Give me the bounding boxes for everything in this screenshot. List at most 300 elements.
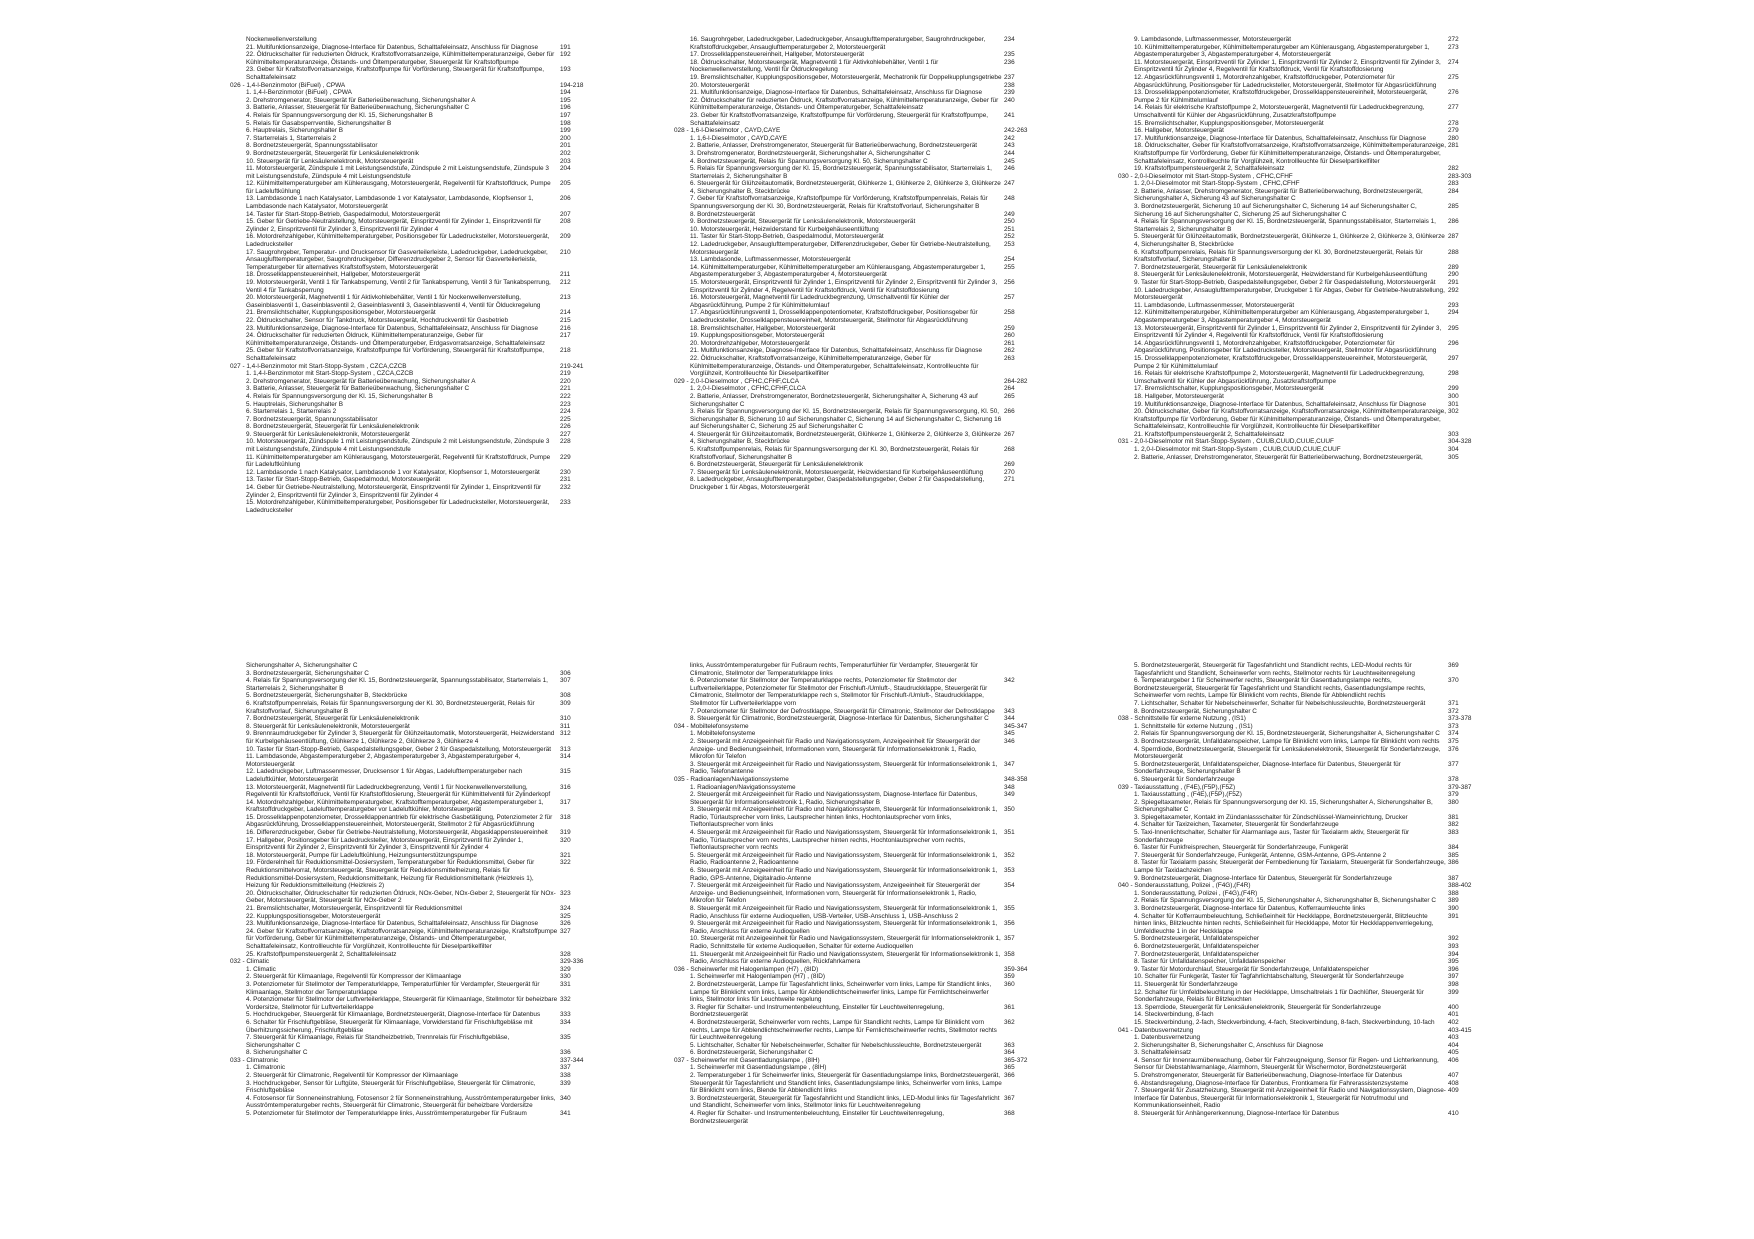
entry-text: 5. Bordnetzsteuergerät, Unfalldatenspeicher: [1134, 935, 1260, 943]
page-number: 219: [560, 370, 571, 378]
page-number: 325: [560, 912, 571, 920]
page-number: 245: [1004, 157, 1015, 165]
page-number: 279: [1448, 127, 1459, 135]
page-number: 304-328: [1448, 438, 1472, 446]
entry-text: 13. Motorsteuergerät, Magnetventil für Ladedruckbegrenzung, Ventil 1 für Nockenwellenverstellung, Regelventil für Kraftstoffdruck, Ventil für Kraftstoffdosierung, Steuergerät für Kühlmittelventil für Zylinderkopf: [246, 783, 551, 799]
entry-text: 6. Taster für Funkfreisprechen, Steuergerät für Sonderfahrzeuge, Funkgerät: [1134, 844, 1349, 852]
page-number: 296: [1448, 339, 1459, 347]
entry-text: 6. Kraftstoffpumpenrelais, Relais für Spannungsversorgung der Kl. 30, Bordnetzsteuergerät, Relais für Kraftstoffvorlauf, Sicherungshalter B: [1134, 248, 1423, 264]
index-entry: [690, 920, 1042, 935]
index-entry: [246, 180, 598, 195]
page-number: 206: [560, 195, 571, 203]
page-number: 327: [560, 927, 571, 935]
entry-text: 6. Steuergerät für Glühzeitautomatik, Bordnetzsteuergerät, Glühkerze 1, Glühkerze 2, Glühkerze 3, Glühkerze 4, Sicherungshalter B, Steckbrücke: [690, 180, 1001, 195]
page-number: 297: [1448, 354, 1459, 362]
entry-text: 038 - Schnittstelle für externe Nutzung , (IS1): [1118, 715, 1246, 723]
entry-text: 15. Bremslichtschalter, Kupplungspositionsgeber, Motorsteuergerät: [1134, 119, 1324, 127]
index-entry: [246, 36, 598, 44]
page-number: 214: [560, 309, 571, 317]
entry-text: 22. Öldruckschalter, Kraftstoffvorratsanzeige, Kühlmitteltemperaturanzeige, Geber für Kühlmitteltemperaturanzeige, Ölstands- und Öltemperaturgeber, Schalttafeleinsatz, Kontrollleuchte für Vorglühzeit, Kontrollleuchte für Dieselpartikelfilter: [690, 354, 979, 378]
index-section-heading: [1118, 715, 1486, 723]
index-entry: [690, 1042, 1042, 1050]
index-entry: [246, 890, 598, 905]
index-entry: [246, 165, 598, 180]
page-number: 259: [1004, 324, 1015, 332]
entry-text: 4. Schalter für Taxizeichen, Taxameter, Steuergerät für Sonderfahrzeuge: [1134, 821, 1339, 829]
entry-text: 8. Bordnetzsteuergerät: [690, 210, 756, 218]
index-entry: [246, 393, 598, 401]
index-entry: [690, 1019, 1042, 1042]
entry-text: 4. Sensor für Innenraumüberwachung, Geber für Fahrzeugneigung, Sensor für Regen- und Lichterkennung, Sensor für Diebstahlwarnanlage, Alarmhorn, Steuergerät für Wischermotor, Bordnetzsteuergerät: [1134, 1056, 1439, 1072]
index-entry: [1134, 981, 1486, 989]
entry-text: 11. Taster für Start-Stopp-Betrieb, Gaspedalmodul, Motorsteuergerät: [690, 233, 884, 241]
page-number: 404: [1448, 1041, 1459, 1049]
entry-text: 14. Geber für Getriebe-Neutralstellung, Motorsteuergerät, Einspritzventil für Zylinder 1, Einspritzventil für Zylinder 2, Einspritzventil für Zylinder 3, Einspritzventil für Zylinder 4: [246, 484, 542, 499]
page-number: 326: [560, 920, 571, 928]
entry-text: 9. Brennraumdruckgeber für Zylinder 3, Steuergerät für Glühzeitautomatik, Motorsteuergerät, Heizwiderstand für Kurbelgehäuseentlüftung, Glühkerze 1, Glühkerze 2, Glühkerze 3, Glühkerze 4: [246, 730, 555, 745]
index-entry: [1134, 1110, 1486, 1118]
index-entry: [1134, 738, 1486, 746]
page-number: 284: [1448, 187, 1459, 195]
entry-text: 5. Bordnetzsteuergerät, Steuergerät für Tagesfahrlicht und Standlicht rechts, LED-Modul rechts für Tagesfahrlicht und Standlicht, Scheinwerfer vorn rechts, Stellmotor rechts für Leuchtweitenregelung: [1134, 662, 1415, 677]
entry-text: 1. Taxiausstattung , (F4E),(F5P),(F5Z): [1134, 791, 1242, 799]
entry-text: 23. Multifunktionsanzeige, Diagnose-Interface für Datenbus, Schalttafeleinsatz, Anschluss für Diagnose: [246, 920, 539, 928]
page-number: 246: [1004, 165, 1015, 173]
entry-text: 8. Bordnetzsteuergerät, Steuergerät für Lenksäulenelektronik: [246, 423, 420, 431]
index-entry: [690, 662, 1042, 677]
index-entry: [1134, 943, 1486, 951]
page-number: 255: [1004, 263, 1015, 271]
entry-text: 6. Starterrelais 1, Starterrelais 2: [246, 408, 337, 416]
entry-text: 3. Spiegeltaxameter, Kontakt im Zündanlassschalter für Zündschlüssel-Warneinrichtung, Drucker: [1134, 813, 1408, 821]
page-number: 379: [1448, 791, 1459, 799]
index-entry: [690, 74, 1042, 82]
index-entry: [690, 882, 1042, 905]
entry-text: 6. Bordnetzsteuergerät, Steuergerät für Lenksäulenelektronik: [690, 461, 864, 469]
page-number: 388: [1448, 889, 1459, 897]
page-number: 243: [1004, 142, 1015, 150]
entry-text: 18. Hallgeber, Motorsteuergerät: [1134, 392, 1224, 400]
index-entry: [1134, 814, 1486, 822]
entry-text: 23. Multifunktionsanzeige, Diagnose-Interface für Datenbus, Schalttafeleinsatz, Anschluss für Diagnose: [246, 324, 539, 332]
entry-text: 5. Bordnetzsteuergerät, Sicherungshalter B, Steckbrücke: [246, 692, 408, 700]
entry-text: 4. Relais für Spannungsversorgung der Kl. 15, Bordnetzsteuergerät, Spannungsstabilisator, Starterrelais 1, Starterrelais 2, Sicherungshalter B: [1134, 218, 1436, 233]
index-entry: [246, 1095, 598, 1110]
index-entry: [246, 431, 598, 439]
index-entry: [1134, 1057, 1486, 1072]
entry-text: 7. Steuergerät mit Anzeigeeinheit für Radio und Navigationssystem, Anzeigeeinheit für Steuergerät der Anzeige- und Bedienungseinheit, Informationen vorn, Steuergerät für Informationselektronik 1, Radio, Mikrofon für Telefon: [690, 882, 981, 905]
index-entry: [1134, 875, 1486, 883]
index-entry: [246, 378, 598, 386]
index-entry: [246, 476, 598, 484]
page-number: 378: [1448, 775, 1459, 783]
index-entry: [246, 799, 598, 814]
entry-text: 2. Bordnetzsteuergerät, Lampe für Tagesfahrlicht links, Scheinwerfer vorn links, Lampe für Standlicht links, Lampe für Blinklicht vorn links, Lampe für Abblendlichtscheinwerfer links, Lampe für Fernlichtscheinwerfer links, Stellmotor links für Leuchtweite regelung: [690, 980, 992, 1004]
page-number: 399: [1448, 988, 1459, 996]
entry-text: 8. Steuergerät für Climatronic, Bordnetzsteuergerät, Diagnose-Interface für Datenbus, Sicherungshalter C: [690, 715, 989, 723]
page-number: 288: [1448, 248, 1459, 256]
index-entry: [246, 469, 598, 477]
index-entry: [690, 142, 1042, 150]
page-number: 337: [560, 1064, 571, 1072]
page-number: 360: [1004, 980, 1015, 988]
page-number: 199: [560, 127, 571, 135]
page-number: 314: [560, 753, 571, 761]
index-entry: [1134, 401, 1486, 409]
entry-text: 15. Drosselklappenpotenziometer, Drosselklappenantrieb für elektrische Gasbetätigung, Potenziometer 2 für Abgasrückführung, Drosselklappensteuereinheit, Motorsteuergerät, Stellmotor 2 für Abgasrückführung: [246, 813, 553, 829]
page-number: 362: [1004, 1018, 1015, 1026]
entry-text: 3. Bordnetzsteuergerät, Steuergerät für Tagesfahrlicht und Standlicht links, LED-Modul links für Tagesfahrlicht und Standlicht, Scheinwerfer vorn links, Stellmotor links für Leuchtweitenregelung: [690, 1094, 1000, 1110]
entry-text: 3. Steuergerät mit Anzeigeeinheit für Radio und Navigationssystem, Steuergerät für Informationselektronik 1, Radio, Telefonantenne: [690, 760, 998, 776]
index-entry: [246, 499, 598, 514]
page-number: 273: [1448, 43, 1459, 51]
page-number: 351: [1004, 829, 1015, 837]
entry-text: 1. 1,4-l-Benzinmotor (BiFuel) , CPWA: [246, 89, 352, 97]
index-entry: [690, 431, 1042, 446]
index-entry: [690, 829, 1042, 852]
page-number: 352: [1004, 851, 1015, 859]
entry-text: 7. Steuergerät für Sonderfahrzeuge, Funkgerät, Antenne, GSM-Antenne, GPS-Antenne 2: [1134, 851, 1387, 859]
page-number: 406: [1448, 1056, 1459, 1064]
index-entry: [690, 294, 1042, 309]
entry-text: 25. Kraftstoffpumpensteuergerät 2, Schalttafeleinsatz: [246, 950, 397, 958]
entry-text: 8. Steuergerät für Lenksäulenelektronik, Motorsteuergerät: [246, 722, 410, 730]
entry-text: 8. Bordnetzsteuergerät, Sicherungshalter C: [1134, 707, 1257, 715]
index-entry: [246, 966, 598, 974]
page-number: 347: [1004, 760, 1015, 768]
index-column: [230, 36, 598, 596]
index-entry: [1134, 776, 1486, 784]
entry-text: 24. Geber für Kraftstoffvorratsanzeige, Kraftstoffvorratsanzeige, Kühlmitteltemperaturanzeige, Kraftstoffpumpe für Vorförderung, Geber für Kühlmitteltemperaturanzeige, Ölstands- und Öltemperaturgeber, Schalttafeleinsatz, Kontrollleuchte für Vorglühzeit, Kontrollleuchte für Dieselpartikelfilter: [246, 927, 558, 950]
entry-text: 9. Steuergerät für Lenksäulenelektronik, Motorsteuergerät: [246, 430, 410, 438]
entry-text: 4. Relais für Spannungsversorgung der Kl. 15, Sicherungshalter B: [246, 111, 433, 119]
page-number: 372: [1448, 707, 1459, 715]
page-number: 320: [560, 836, 571, 844]
page-number: 264: [1004, 385, 1015, 393]
page-number: 226: [560, 423, 571, 431]
page-number: 346: [1004, 737, 1015, 745]
page-number: 384: [1448, 844, 1459, 852]
entry-text: 2. Batterie, Anlasser, Drehstromgenerator, Bordnetzsteuergerät, Sicherungshalter A, Sicherung 43 auf Sicherungshalter C: [690, 392, 978, 408]
index-entry: [1134, 951, 1486, 959]
page-number: 318: [560, 813, 571, 821]
index-entry: [1134, 142, 1486, 165]
index-entry: [246, 1034, 598, 1049]
index-entry: [1134, 74, 1486, 89]
entry-text: 12. Kühlmitteltemperaturgeber, Kühlmitteltemperaturgeber am Kühlerausgang, Abgastemperaturgeber 1, Abgastemperaturgeber 3, Abgastemperaturgeber 4, Motorsteuergerät: [1134, 309, 1430, 324]
index-entry: [1134, 1087, 1486, 1110]
page-number: 306: [560, 669, 571, 677]
page-number: 317: [560, 798, 571, 806]
page-number: 304: [1448, 446, 1459, 454]
entry-text: 25. Geber für Kraftstoffvorratsanzeige, Kraftstoffpumpe für Vorförderung, Steuergerät für Kraftstoffpumpe, Schalttafeleinsatz: [246, 347, 545, 362]
index-entry: [690, 951, 1042, 966]
index-entry: [246, 753, 598, 768]
page-number: 196: [560, 104, 571, 112]
page-number: 265: [1004, 392, 1015, 400]
entry-text: 5. Hauptrelais, Sicherungshalter B: [246, 400, 343, 408]
entry-text: 1. Radioanlagen/Navigationssysteme: [690, 783, 796, 791]
entry-text: 22. Kupplungspositionsgeber, Motorsteuergerät: [246, 912, 381, 920]
page-number: 309: [560, 699, 571, 707]
entry-text: 7. Lichtschalter, Schalter für Nebelscheinwerfer, Schalter für Nebelschlussleuchte, Bordnetzsteuergerät: [1134, 699, 1426, 707]
entry-text: 2. Spiegeltaxameter, Relais für Spannungsversorgung der Kl. 15, Sicherungshalter A, Sicherungshalter B, Sicherungshalter C: [1134, 798, 1433, 814]
index-entry: [246, 438, 598, 453]
page-number: 219-241: [560, 362, 584, 370]
page-number: 364: [1004, 1049, 1015, 1057]
index-entry: [1134, 218, 1486, 233]
entry-text: 15. Geber für Getriebe-Neutralstellung, Motorsteuergerät, Einspritzventil für Zylinder 1, Einspritzventil für Zylinder 2, Einspritzventil für Zylinder 3, Einspritzventil für Zylinder 4: [246, 218, 542, 233]
entry-text: 14. Steckverbindung, 8-fach: [1134, 1011, 1214, 1019]
entry-text: 4. Relais für Spannungsversorgung der Kl. 15, Bordnetzsteuergerät, Spannungsstabilisator, Starterrelais 1, Starterrelais 2, Sicherungshalter B: [246, 677, 548, 692]
entry-text: 16. Hallgeber, Motorsteuergerät: [1134, 127, 1224, 135]
entry-text: 19. Bremslichtschalter, Kupplungspositionsgeber, Motorsteuergerät, Mechatronik für Doppelkupplungsgetriebe: [690, 73, 1002, 81]
entry-text: 5. Steuergerät mit Anzeigeeinheit für Radio und Navigationssystem, Steuergerät für Informationselektronik 1, Radio, Radioantenne 2, Radioantenne: [690, 851, 998, 867]
page-number: 357: [1004, 935, 1015, 943]
index-entry: [246, 768, 598, 783]
page-number: 238: [1004, 81, 1015, 89]
entry-text: 2. Steuergerät für Klimaanlage, Regelventil für Kompressor der Klimaanlage: [246, 973, 462, 981]
index-entry: [1134, 188, 1486, 203]
index-entry: [690, 165, 1042, 180]
index-entry: [1134, 1034, 1486, 1042]
page-number: 290: [1448, 271, 1459, 279]
entry-text: 3. Bordnetzsteuergerät, Unfalldatenspeicher, Lampe für Blinklicht vorn links, Lampe für Blinklicht vorn rechts: [1134, 737, 1440, 745]
index-entry: [246, 66, 598, 81]
index-entry: [690, 806, 1042, 829]
page-number: 403-415: [1448, 1026, 1472, 1034]
page-number: 234: [1004, 36, 1015, 43]
index-entry: [246, 677, 598, 692]
page-number: 313: [560, 745, 571, 753]
page-number: 215: [560, 316, 571, 324]
page-number: 292: [1448, 286, 1459, 294]
index-entry: [690, 852, 1042, 867]
index-entry: [246, 317, 598, 325]
entry-text: 10. Schalter für Funkgerät, Taster für Tagfahrlichtabschaltung, Steuergerät für Sonderfahrzeuge: [1134, 973, 1404, 981]
entry-text: 2. Steuergerät für Climatronic, Regelventil für Kompressor der Klimaanlage: [246, 1072, 459, 1080]
entry-text: 9. Bordnetzsteuergerät, Steuergerät für Lenksäulenelektronik: [246, 149, 420, 157]
index-column: [230, 662, 598, 1222]
entry-text: 8. Taster für Unfalldatenspeicher, Unfalldatenspeicher: [1134, 958, 1286, 966]
entry-text: 5. Potenziometer für Stellmotor der Temperaturklappe links, Ausströmtemperaturgeber für Fußraum: [246, 1110, 527, 1118]
index-entry: [246, 723, 598, 731]
entry-text: 5. Hochdruckgeber, Steuergerät für Klimaanlage, Bordnetzsteuergerät, Diagnose-Interface für Datenbus: [246, 1011, 541, 1019]
page-number: 373-378: [1448, 715, 1472, 723]
page-number: 369: [1448, 662, 1459, 669]
index-entry: [1134, 36, 1486, 44]
index-entry: [690, 935, 1042, 950]
page-number: 376: [1448, 745, 1459, 753]
entry-text: 10. Ladedruckgeber, Ansauglufttemperaturgeber, Druckgeber 1 für Abgas, Geber für Getriebe-Neutralstellung, Motorsteuergerät: [1134, 286, 1445, 302]
page-number: 260: [1004, 332, 1015, 340]
index-entry: [246, 746, 598, 754]
index-entry: [246, 135, 598, 143]
entry-text: Sicherungshalter A, Sicherungshalter C: [246, 662, 358, 669]
page-number: 333: [560, 1011, 571, 1019]
entry-text: 20. Öldruckschalter, Geber für Kraftstoffvorratsanzeige, Kraftstoffvorratsanzeige, Kühlmitteltemperaturanzeige, Kraftstoffpumpe für Vorförderung, Geber für Kühlmitteltemperaturanzeige, Ölstands- und Öltemperaturgeber, Schalttafeleinsatz, Kontrollleuchte für Vorglühzeit, Kontrollleuchte für Dieselpartikelfilter: [1134, 408, 1446, 431]
entry-text: 035 - Radioanlagen/Navigationssysteme: [674, 775, 789, 783]
page-number: 322: [560, 859, 571, 867]
page-number: 286: [1448, 218, 1459, 226]
entry-text: 4. Bordnetzsteuergerät, Relais für Spannungsversorgung Kl. 50, Sicherungshalter C: [690, 157, 928, 165]
entry-text: 20. Motordrehzahlgeber, Motorsteuergerät: [690, 339, 810, 347]
page-number: 366: [1004, 1072, 1015, 1080]
entry-text: 13. Motorsteuergerät, Einspritzventil für Zylinder 1, Einspritzventil für Zylinder 2, Einspritzventil für Zylinder 3, Einspritzventil für Zylinder 4, Regelventil für Kraftstoffdruck, Ventil für Kraftstoffdosierung: [1134, 324, 1442, 340]
page-number: 289: [1448, 263, 1459, 271]
page-number: 205: [560, 180, 571, 188]
index-entry: [1134, 203, 1486, 218]
page-number: 344: [1004, 715, 1015, 723]
page-number: 402: [1448, 1018, 1459, 1026]
index-entry: [690, 36, 1042, 51]
entry-text: 9. Bordnetzsteuergerät, Diagnose-Interface für Datenbus, Steuergerät für Sonderfahrzeuge: [1134, 874, 1392, 882]
entry-text: 3. Regler für Schalter- und Instrumentenbeleuchtung, Einsteller für Leuchtweitenregelung, Bordnetzsteuergerät: [690, 1003, 944, 1019]
page-number: 244: [1004, 149, 1015, 157]
page-number: 410: [1448, 1110, 1459, 1118]
entry-text: 8. Sicherungshalter C: [246, 1049, 308, 1057]
page-number: 348-358: [1004, 775, 1028, 783]
entry-text: 8. Steuergerät mit Anzeigeeinheit für Radio und Navigationssystem, Steuergerät für Informationselektronik 1, Radio, Anschluss für externe Audioquellen, USB-Verteiler, USB-Anschluss 1, USB-Anschluss 2: [690, 905, 998, 920]
entry-text: 036 - Scheinwerfer mit Halogenlampen (H7) , (8ID): [674, 965, 819, 973]
index-entry: [690, 469, 1042, 477]
page-number: 269: [1004, 461, 1015, 469]
entry-text: 13. Lambdasonde 1 nach Katalysator, Lambdasonde 1 vor Katalysator, Lambdasonde, Klopfsensor 1, Lambdasonde nach Katalysator, Motorsteuergerät: [246, 195, 534, 211]
page-number: 355: [1004, 905, 1015, 912]
index-entry: [690, 784, 1042, 792]
entry-text: 6. Bordnetzsteuergerät, Sicherungshalter C: [690, 1049, 813, 1057]
index-entry: [246, 332, 598, 347]
index-entry: [1134, 935, 1486, 943]
entry-text: 039 - Taxiausstattung , (F4E),(F5P),(F5Z): [1118, 783, 1236, 791]
page-number: 240: [1004, 96, 1015, 104]
index-section-heading: [674, 965, 1042, 974]
entry-text: 19. Förderelnheit für Reduktionsmittel-Dosiersystem, Temperaturgeber für Reduktionsmittel, Geber für Reduktionsmittelvorrat, Motorsteuergerät, Steuergerät für Reduktionsmittelheizung, Relais für Reduktionsmittel-Dosiersystem, Reduktionsmitteltank, Heizung für Reduktionsmitteltank (Heizkreis 1), Heizung für Reduktionsmittelleitung (Heizkreis 2): [246, 859, 535, 890]
page-number: 236: [1004, 58, 1015, 66]
entry-text: 10. Kühlmitteltemperaturgeber, Kühlmitteltemperaturgeber am Kühlerausgang, Abgastemperaturgeber 1, Abgastemperaturgeber 3, Abgastemperaturgeber 4, Motorsteuergerät: [1134, 43, 1430, 59]
page-number: 253: [1004, 241, 1015, 249]
page-number: 345: [1004, 730, 1015, 738]
index-page-bottom: [0, 662, 1754, 1222]
index-entry: [690, 150, 1042, 158]
page-number: 305: [1448, 453, 1459, 461]
page-number: 307: [560, 677, 571, 685]
page-number: 370: [1448, 677, 1459, 685]
entry-text: 11. Motorsteuergerät, Zündspule 1 mit Leistungsendstufe, Zündspule 2 mit Leistungsendstufe, Zündspule 3 mit Leistungsendstufe, Zündspule 4 mit Leistungsendstufe: [246, 165, 549, 180]
index-entry: [690, 981, 1042, 1004]
page-number: 232: [560, 484, 571, 492]
index-entry: [246, 981, 598, 996]
index-entry: [690, 256, 1042, 264]
entry-text: 6. Abstandsregelung, Diagnose-Interface für Datenbus, Frontkamera für Fahrerassistenzsysteme: [1134, 1079, 1409, 1087]
index-entry: [246, 271, 598, 279]
page-number: 194-218: [560, 81, 584, 89]
entry-text: 9. Steuergerät mit Anzeigeeinheit für Radio und Navigationssystem, Steuergerät für Informationselektronik 1, Radio, Anschluss für externe Audioquellen: [690, 920, 998, 935]
entry-text: 21. Bremslichtschalter, Kupplungspositionsgeber, Motorsteuergerät: [246, 309, 436, 317]
entry-text: 11. Steuergerät für Sonderfahrzeuge: [1134, 980, 1238, 988]
entry-text: 14. Taster für Start-Stopp-Betrieb, Gaspedalmodul, Motorsteuergerät: [246, 210, 441, 218]
index-entry: [690, 59, 1042, 74]
page-number: 291: [1448, 279, 1459, 286]
index-entry: [246, 1019, 598, 1034]
index-entry: [690, 309, 1042, 324]
index-entry: [690, 180, 1042, 195]
index-entry: [1134, 761, 1486, 776]
index-entry: [1134, 829, 1486, 844]
page-number: 295: [1448, 324, 1459, 332]
index-entry: [1134, 120, 1486, 128]
page-number: 341: [560, 1110, 571, 1118]
page-number: 224: [560, 408, 571, 416]
index-entry: [246, 484, 598, 499]
index-entry: [246, 1072, 598, 1080]
page-number: 365-372: [1004, 1056, 1028, 1064]
index-entry: [690, 340, 1042, 348]
index-entry: [1134, 1072, 1486, 1080]
index-entry: [1134, 44, 1486, 59]
index-column: [674, 662, 1042, 1222]
entry-text: 18. Drosselklappensteuereinheit, Hallgeber, Motorsteuergerät: [246, 271, 421, 279]
entry-text: 19. Kraftstoffpumpensteuergerät 2, Schalttafeleinsatz: [1134, 165, 1285, 173]
index-entry: [690, 730, 1042, 738]
page-number: 301: [1448, 400, 1459, 408]
page-number: 280: [1448, 134, 1459, 142]
entry-text: 7. Steuergerät für Lenksäulenelektronik, Motorsteuergerät, Heizwiderstand für Kurbelgehäuseentlüftung: [690, 468, 984, 476]
entry-text: 1. Scheinwerfer mit Gasentladungslampe , (8IH): [690, 1064, 827, 1072]
index-entry: [1134, 973, 1486, 981]
page-number: 300: [1448, 392, 1459, 400]
entry-text: 2. Sicherungshalter B, Sicherungshalter C, Anschluss für Diagnose: [1134, 1041, 1324, 1049]
index-entry: [1134, 249, 1486, 264]
page-number: 367: [1004, 1094, 1015, 1102]
entry-text: 7. Bordnetzsteuergerät, Unfalldatenspeicher: [1134, 950, 1260, 958]
page-number: 359-364: [1004, 965, 1028, 973]
page-number: 228: [560, 438, 571, 446]
index-entry: [246, 784, 598, 799]
entry-text: 21. Bremslichtschalter, Motorsteuergerät, Einspritzventil für Reduktionsmittel: [246, 905, 462, 912]
page-number: 274: [1448, 58, 1459, 66]
page-number: 353: [1004, 867, 1015, 875]
index-entry: [1134, 897, 1486, 905]
page-number: 220: [560, 377, 571, 385]
page-number: 195: [560, 96, 571, 104]
index-entry: [246, 920, 598, 928]
page-number: 324: [560, 905, 571, 912]
index-entry: [1134, 233, 1486, 248]
index-entry: [1134, 700, 1486, 708]
page-number: 277: [1448, 104, 1459, 112]
index-entry: [1134, 1080, 1486, 1088]
page-number: 312: [560, 730, 571, 738]
index-entry: [1134, 393, 1486, 401]
page-number: 299: [1448, 385, 1459, 393]
page-number: 293: [1448, 301, 1459, 309]
index-entry: [246, 142, 598, 150]
entry-text: 4. Relais für Spannungsversorgung der Kl. 15, Sicherungshalter B: [246, 392, 433, 400]
index-entry: [690, 89, 1042, 97]
entry-text: 18. Öldruckschalter, Motorsteuergerät, Magnetventil 1 für Aktivkohlebehälter, Ventil 1 für Nockenwellenverstellung, Ventil für Öldruckregelung: [690, 58, 939, 74]
index-entry: [246, 928, 598, 951]
entry-text: 031 - 2,0-l-Dieselmotor mit Start-Stopp-System , CUUB,CUUD,CUUE,CUUF: [1118, 438, 1334, 446]
page-number: 258: [1004, 309, 1015, 317]
page-number: 377: [1448, 760, 1459, 768]
index-entry: [690, 708, 1042, 716]
index-entry: [690, 738, 1042, 761]
index-section-heading: [674, 1056, 1042, 1065]
entry-text: 1. Climatic: [246, 965, 276, 973]
entry-text: 5. Lichtschalter, Schalter für Nebelscheinwerfer, Schalter für Nebelschlussleuchte, Bordnetzsteuergerät: [690, 1041, 982, 1049]
entry-text: 6. Schalter für Frischluftgebläse, Steuergerät für Klimaanlage, Vorwiderstand für Frischluftgebläse mit Überhitzungssicherung, Frischluftgebläse: [246, 1018, 533, 1034]
